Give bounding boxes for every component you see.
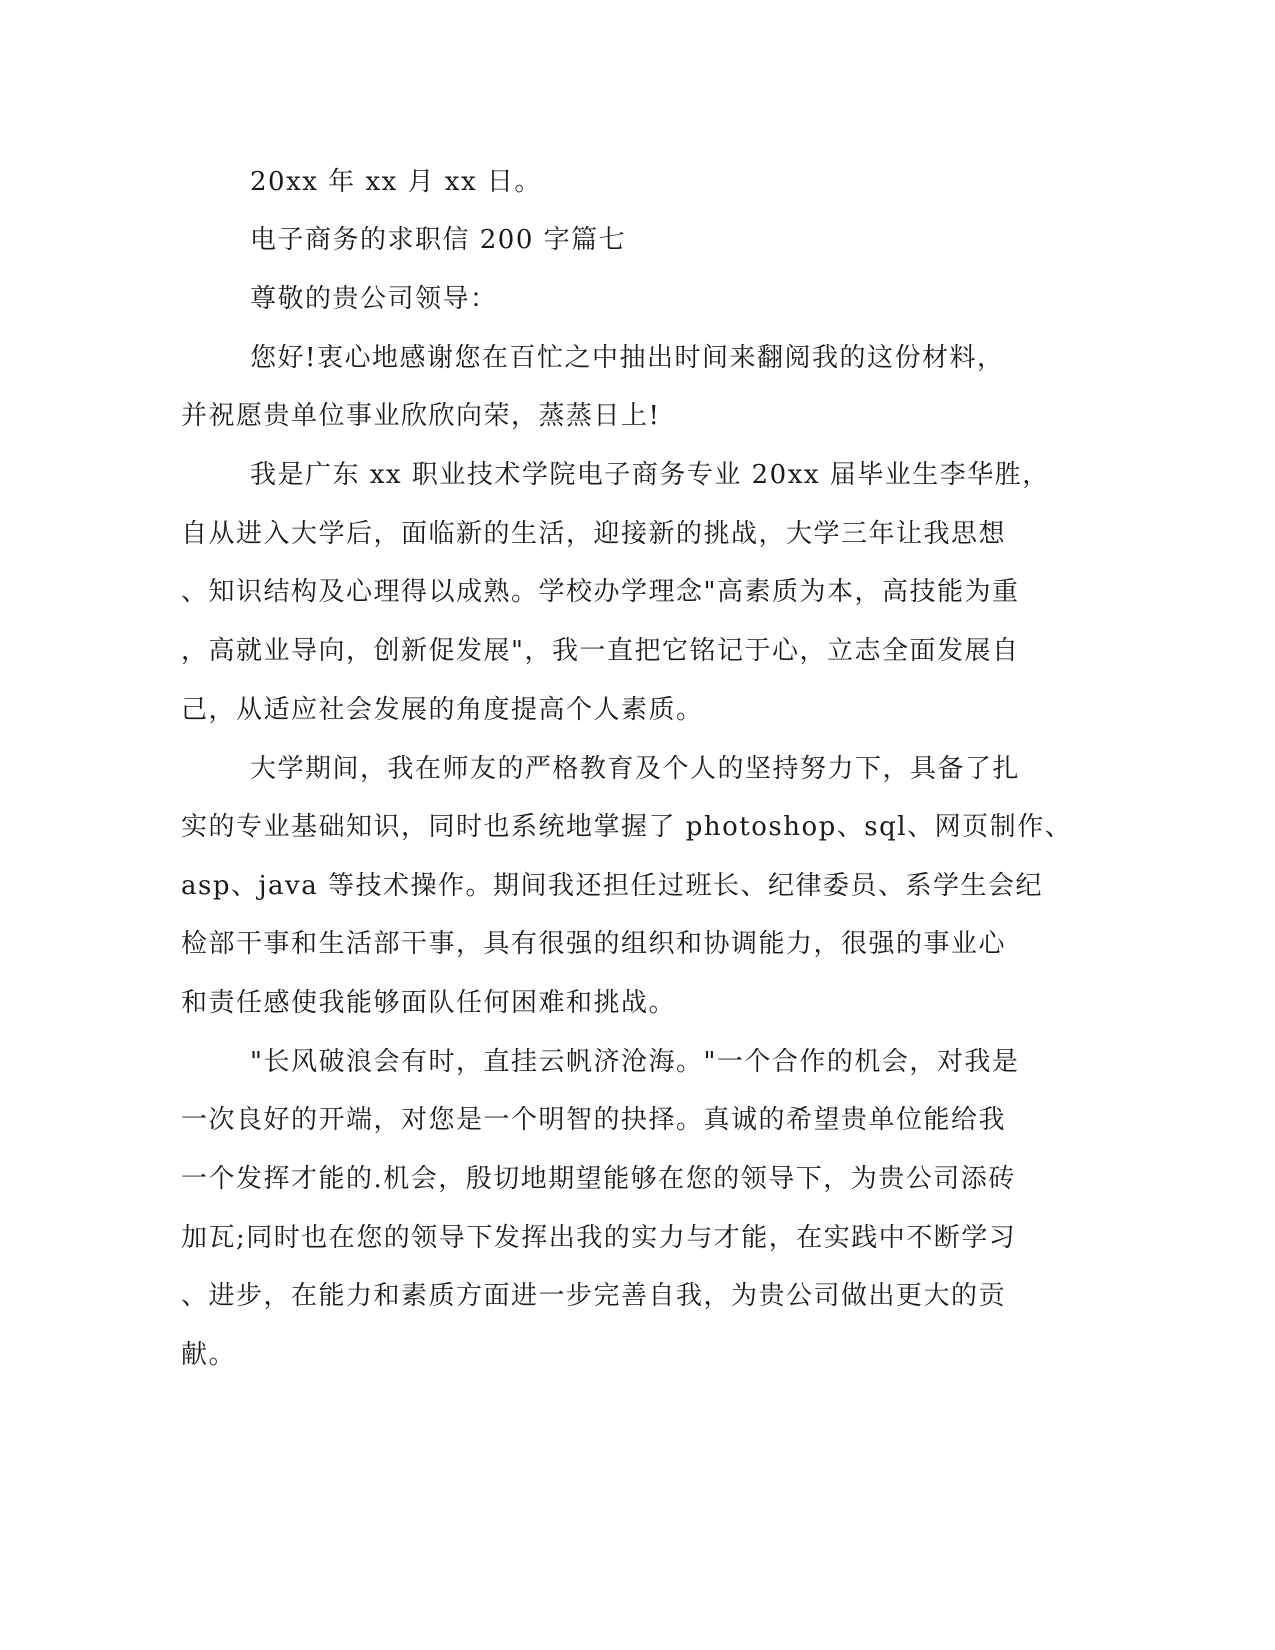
paragraph-4-line-1: "长风破浪会有时，直挂云帆济沧海。"一个合作的机会，对我是 <box>250 1047 1020 1077</box>
paragraph-2-line-4: ，高就业导向，创新促发展"，我一直把它铭记于心，立志全面发展自 <box>181 636 1020 666</box>
date-line: 20xx 年 xx 月 xx 日。 <box>250 167 542 197</box>
paragraph-1-line-1: 您好!衷心地感谢您在百忙之中抽出时间来翻阅我的这份材料， <box>250 343 1005 373</box>
paragraph-4-line-2: 一次良好的开端，对您是一个明智的抉择。真诚的希望贵单位能给我 <box>181 1105 1007 1135</box>
paragraph-2-line-1: 我是广东 xx 职业技术学院电子商务专业 20xx 届毕业生李华胜， <box>250 460 1050 490</box>
paragraph-4-line-6: 献。 <box>181 1340 237 1370</box>
paragraph-2-line-3: 、知识结构及心理得以成熟。学校办学理念"高素质为本，高技能为重 <box>181 577 1020 607</box>
paragraph-2-line-5: 己，从适应社会发展的角度提高个人素质。 <box>181 695 704 725</box>
paragraph-4-line-5: 、进步，在能力和素质方面进一步完善自我，为贵公司做出更大的贡 <box>181 1281 1007 1311</box>
letter-heading: 电子商务的求职信 200 字篇七 <box>250 225 627 255</box>
salutation: 尊敬的贵公司领导： <box>250 284 498 314</box>
paragraph-2-line-2: 自从进入大学后，面临新的生活，迎接新的挑战，大学三年让我思想 <box>181 519 1007 549</box>
paragraph-4-line-3: 一个发挥才能的.机会，殷切地期望能够在您的领导下，为贵公司添砖 <box>181 1164 1016 1194</box>
paragraph-3-line-2: 实的专业基础知识，同时也系统地掌握了 photoshop、sql、网页制作、 <box>181 812 1073 842</box>
paragraph-4-line-4: 加瓦;同时也在您的领导下发挥出我的实力与才能，在实践中不断学习 <box>181 1223 1017 1253</box>
paragraph-3-line-4: 检部干事和生活部干事，具有很强的组织和协调能力，很强的事业心 <box>181 929 1007 959</box>
paragraph-1-line-2: 并祝愿贵单位事业欣欣向荣，蒸蒸日上! <box>181 401 661 431</box>
paragraph-3-line-1: 大学期间，我在师友的严格教育及个人的坚持努力下，具备了扎 <box>250 754 1021 784</box>
paragraph-3-line-3: asp、java 等技术操作。期间我还担任过班长、纪律委员、系学生会纪 <box>181 871 1044 901</box>
paragraph-3-line-5: 和责任感使我能够面队任何困难和挑战。 <box>181 988 677 1018</box>
